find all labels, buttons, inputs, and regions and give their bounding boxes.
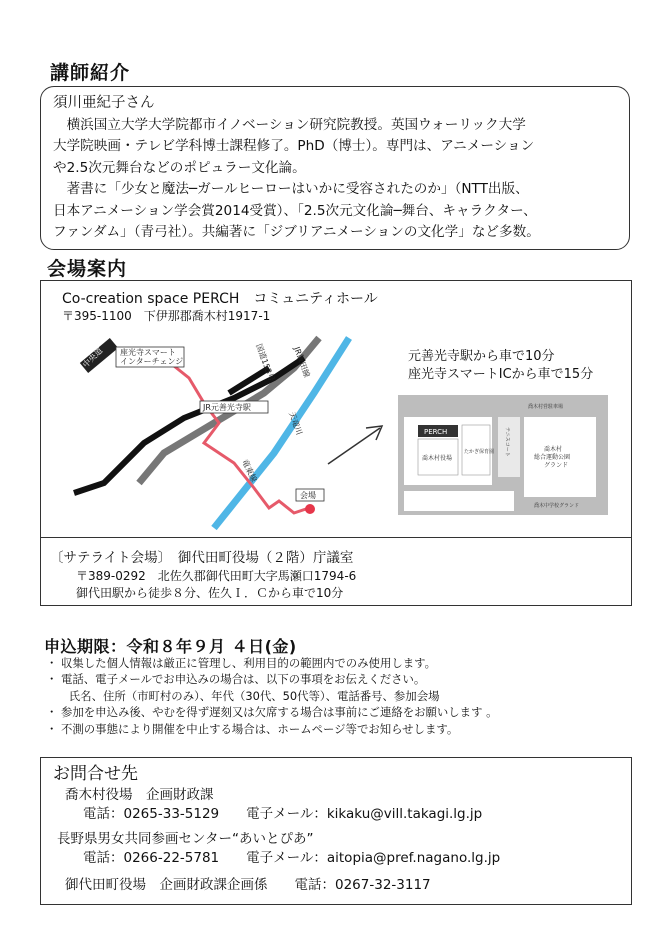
svg-text:JR元善光寺駅: JR元善光寺駅 xyxy=(203,403,251,412)
svg-text:中央道: 中央道 xyxy=(81,346,105,370)
note-item: ・ 収集した個人情報は厳正に管理し、利用目的の範囲内でのみ使用します。 xyxy=(46,656,436,670)
svg-text:天竜川: 天竜川 xyxy=(287,410,304,437)
access-line: 座光寺スマートICから車で15分 xyxy=(408,367,594,382)
svg-text:会場: 会場 xyxy=(300,491,316,500)
venue-name: Co-creation space PERCH コミュニティホール xyxy=(62,291,378,307)
contact-heading: お問合せ先 xyxy=(53,764,138,784)
venue-marker-dot xyxy=(305,504,315,514)
svg-text:座光寺スマート: 座光寺スマート xyxy=(120,348,176,357)
satellite-access: 御代田駅から徒歩８分、佐久Ｉ．Ｃから車で10分 xyxy=(76,586,344,600)
bio-line: 日本アニメーション学会賞2014受賞）、「2.5次元文化論─舞台、キャラクター、 xyxy=(53,202,537,219)
svg-text:喬木村: 喬木村 xyxy=(544,446,563,453)
svg-text:喬木中学校グランド: 喬木中学校グランド xyxy=(534,503,580,509)
note-item: ・ 不測の事態により開催を中止する場合は、ホームページ等でお知らせします。 xyxy=(46,721,459,736)
venue-heading: 会場案内 xyxy=(47,258,128,280)
notes-list xyxy=(46,655,497,737)
satellite-title: 〔サテライト会場〕 御代田町役場（２階）庁議室 xyxy=(50,550,354,566)
pointer-arrow xyxy=(322,420,392,470)
inset-map xyxy=(398,395,608,515)
contact-org: 長野県男女共同参画センター“あいとぴあ” xyxy=(57,831,314,847)
note-item: 氏名、住所（市町村のみ）、年代（30代、50代等）、電話番号、参加会場 xyxy=(46,688,440,703)
lecturer-name: 須川亜紀子さん xyxy=(53,95,155,111)
bio-line: 大学院映画・テレビ学科博士課程修了。PhD（博士）。専門は、アニメーション xyxy=(53,138,535,154)
svg-text:PERCH: PERCH xyxy=(424,428,448,436)
contact-org: 喬木村役場 企画財政課 xyxy=(65,787,214,803)
area-map xyxy=(64,323,354,533)
lecturer-heading: 講師紹介 xyxy=(50,62,131,84)
contact-box xyxy=(40,757,632,905)
bio-line: 横浜国立大学大学院都市イノベーション研究院教授。英国ウォーリック大学 xyxy=(53,116,526,133)
note-item: ・ 参加を申込み後、やむを得ず遅刻又は欠席する場合は事前にご連絡をお願いします 。 xyxy=(46,705,498,720)
svg-text:国道153号: 国道153号 xyxy=(254,342,277,383)
svg-text:喬木村役場: 喬木村役場 xyxy=(422,455,453,462)
svg-text:グランド: グランド xyxy=(544,462,569,469)
svg-text:総合運動公園: 総合運動公園 xyxy=(534,454,571,461)
satellite-address: 〒389-0292 北佐久郡御代田町大字馬瀬口1794-6 xyxy=(76,569,357,583)
venue-address: 〒395-1100 下伊那郡喬木村1917-1 xyxy=(62,309,271,323)
svg-text:JR飯田線: JR飯田線 xyxy=(292,345,312,379)
contact-details: 電話：0265-33-5129 電子メール：kikaku@vill.takagi.lg.jp xyxy=(83,806,483,822)
svg-text:インターチェンジ: インターチェンジ xyxy=(120,357,184,366)
svg-text:喬木村営駐車場: 喬木村営駐車場 xyxy=(528,404,564,410)
svg-text:竜東線: 竜東線 xyxy=(240,458,259,484)
bio-line: や2.5次元舞台などのポピュラー文化論。 xyxy=(53,159,306,176)
svg-text:テニスコート: テニスコート xyxy=(504,427,510,457)
note-item: ・ 電話、電子メールでお申込みの場合は、以下の事項をお伝えください。 xyxy=(46,672,426,687)
access-line: 元善光寺駅から車で10分 xyxy=(408,349,555,364)
svg-text:たかぎ保育園: たかぎ保育園 xyxy=(464,449,495,455)
application-deadline: 申込期限：令和８年９月 ４日(金) xyxy=(44,637,297,656)
bio-line: ファンダム」（青弓社）。共編著に「ジブリアニメーションの文化学」など多数。 xyxy=(53,224,540,240)
bio-line: 著書に「少女と魔法─ガールヒーローはいかに受容されたのか」（NTT出版、 xyxy=(53,181,529,197)
contact-details: 御代田町役場 企画財政課企画係 電話：0267-32-3117 xyxy=(65,877,431,893)
lecturer-box xyxy=(40,86,630,250)
contact-details: 電話：0266-22-5781 電子メール：aitopia@pref.nagano.lg.jp xyxy=(83,850,501,866)
